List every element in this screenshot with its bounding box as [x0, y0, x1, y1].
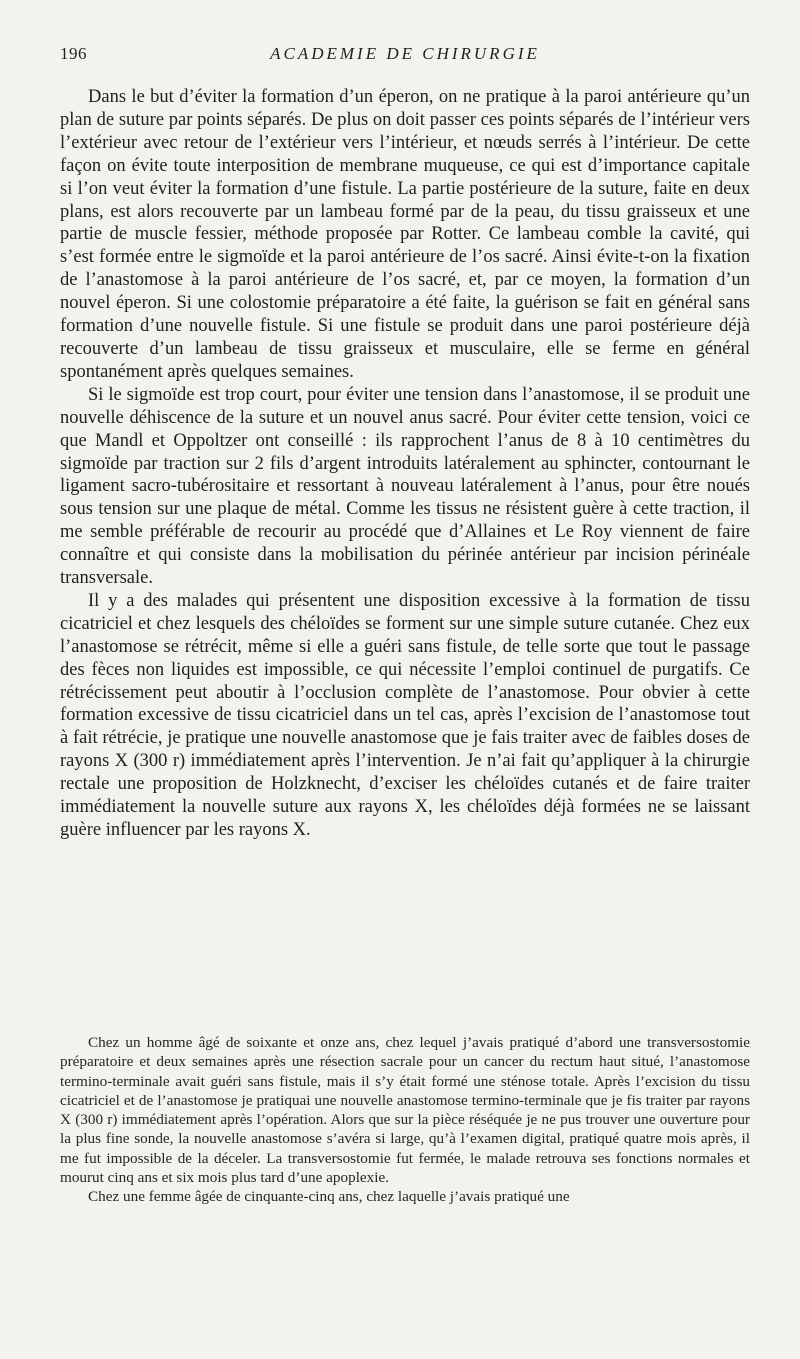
case-note-paragraph-2: Chez une femme âgée de cinquante-cinq ans, chez laquelle j’avais pratiqué une [88, 1188, 570, 1206]
main-body-text [60, 86, 750, 842]
page-header [60, 44, 750, 68]
body-paragraph-3: Il y a des malades qui présentent une disposition excessive à la formation de tissu cicatriciel et chez lesquels des chéloïdes se forment sur une simple suture cutanée. Chez eux l’anastomose se rétrécit, même si elle a guéri sans fistule, de telle sorte que tout le passage des fèces non liquides est impossible, ce qui nécessite l’emploi continuel de purgatifs. Ce rétrécissement peut aboutir à l’occlusion complète de l’anastomose. Pour obvier à cette formation excessive de tissu cicatriciel dans un tel cas, après l’excision de l’anastomose tout à fait rétrécie, je pratique une nouvelle anastomose que je fais traiter avec de faibles doses de rayons X (300 r) immédiatement après l’intervention. Je n’ai fait qu’appliquer à la chirurgie rectale une proposition de Holzknecht, d’exciser les chéloïdes cutanés et de faire traiter immédiatement la nouvelle suture aux rayons X, les chéloïdes déjà formées ne se laissant guère influencer par les rayons X. [60, 590, 750, 840]
case-note-paragraph-1: Chez un homme âgé de soixante et onze ans, chez lequel j’avais pratiqué d’abord une transversostomie préparatoire et deux semaines après une résection sacrale pour un cancer du rectum haut situé, l’anastomose termino-terminale avait guéri sans fistule, mais il s’y était formé une sténose totale. Après l’excision du tissu cicatriciel et de l’anastomose je pratiquai une nouvelle anastomose termino-terminale que je fis traiter par rayons X (300 r) immédiatement après l’opération. Alors que sur la pièce réséquée je ne pus trouver une ouverture pour la plus fine sonde, la nouvelle anastomose s’avéra si large, qu’à l’examen digital, pratiqué quatre mois après, il me fut impossible de la déceler. La transversostomie fut fermée, le malade retrouva ses fonctions normales et mourut cinq ans et six mois plus tard d’une apoplexie. [60, 1034, 750, 1187]
body-paragraph-1: Dans le but d’éviter la formation d’un éperon, on ne pratique à la paroi antérieure qu’un plan de suture par points séparés. De plus on doit passer ces points séparés de l’intérieur vers l’extérieur avec retour de l’extérieur vers l’intérieur, et nœuds serrés à l’intérieur. De cette façon on évite toute interposition de membrane muqueuse, ce qui est d’importance capitale si l’on veut éviter la formation d’une fistule. La partie postérieure de la suture, faite en deux plans, est alors recouverte par un lambeau formé par de la peau, du tissu graisseux et une partie de muscle fessier, méthode proposée par Rotter. Ce lambeau comble la cavité, qui s’est formée entre le sigmoïde et la paroi antérieure de l’os sacré. Ainsi évite-t-on la fixation de l’anastomose à la paroi antérieure de l’os sacré, et, par ce moyen, la formation d’un nouvel éperon. Si une colostomie préparatoire a été faite, la guérison se fait en général sans formation d’une nouvelle fistule. Si une fistule se produit dans une paroi postérieure déjà recouverte d’un lambeau de tissu graisseux et musculaire, elle se ferme en général spontanément après quelques semaines. [60, 87, 750, 382]
page-number: 196 [60, 44, 87, 63]
case-notes-small-print [60, 1033, 750, 1207]
body-paragraph-2: Si le sigmoïde est trop court, pour éviter une tension dans l’anastomose, il se produit une nouvelle déhiscence de la suture et un nouvel anus sacré. Pour éviter cette tension, voici ce que Mandl et Oppoltzer ont conseillé : ils rapprochent l’anus de 8 à 10 centimètres du sigmoïde par traction sur 2 fils d’argent introduits latéralement au sphincter, contournant le ligament sacro-tubérositaire et ressortant à nouveau latéralement à l’anus, pour être noués sous tension sur une plaque de métal. Comme les tissus ne résistent guère à cette traction, il me semble préférable de recourir au procédé que d’Allaines et Le Roy viennent de faire connaître et qui consiste dans la mobilisation du périnée antérieur par incision périnéale transversale. [60, 384, 750, 589]
running-head: ACADEMIE DE CHIRURGIE [270, 44, 540, 63]
